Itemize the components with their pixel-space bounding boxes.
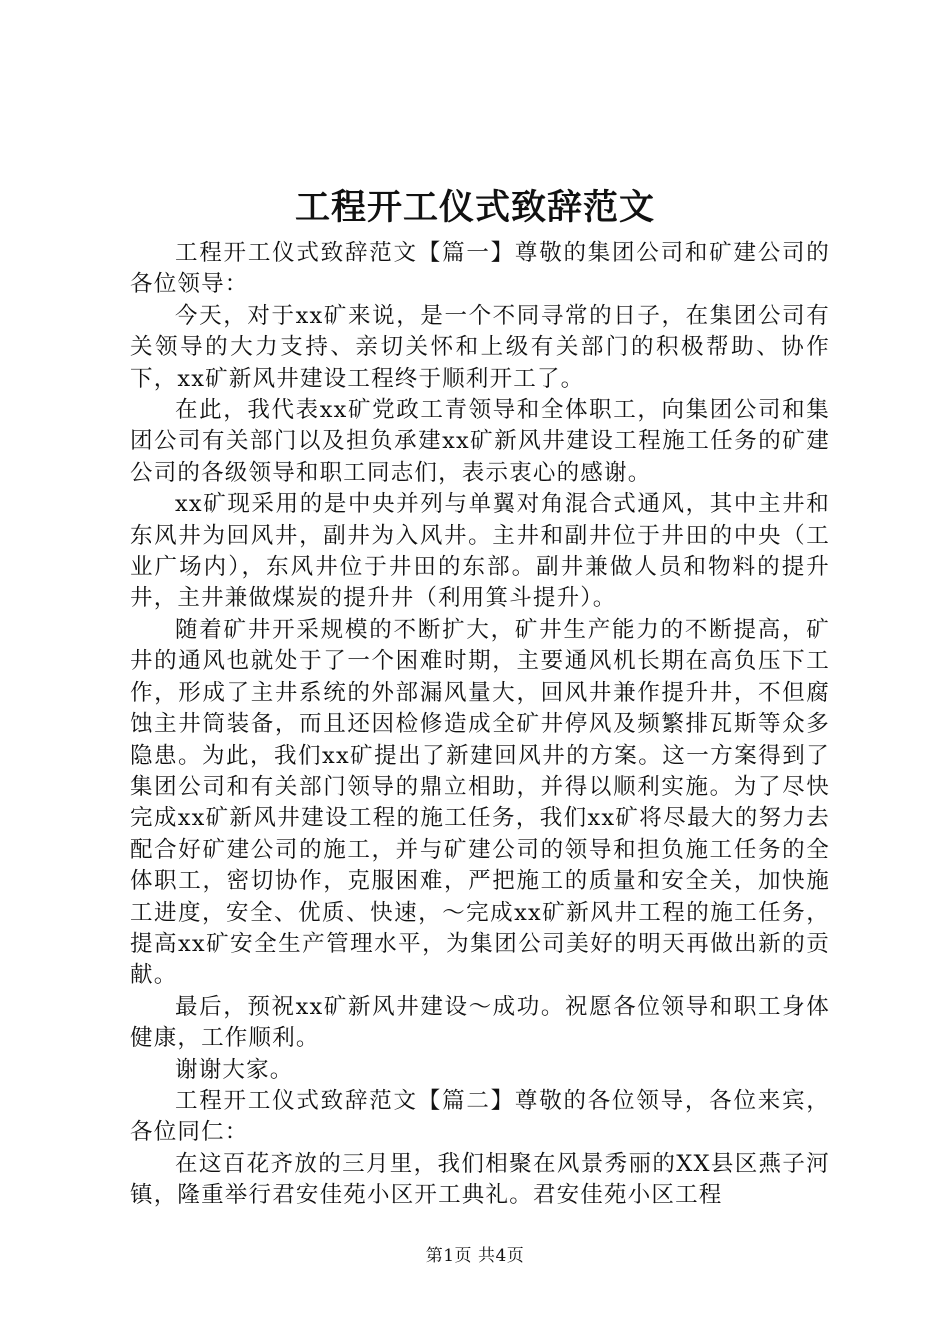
paragraph: 在这百花齐放的三月里，我们相聚在风景秀丽的XX县区燕子河镇，隆重举行君安佳苑小区开工典礼。君安佳苑小区工程 [130, 1150, 830, 1209]
paragraph: xx矿现采用的是中央并列与单翼对角混合式通风，其中主井和东风井为回风井，副井为入风井。主井和副井位于井田的中央（工业广场内），东风井位于井田的东部。副井兼做人员和物料的提升井，主井兼做煤炭的提升井（利用箕斗提升）。 [130, 491, 830, 612]
document-body [130, 238, 830, 1212]
paragraph: 随着矿井开采规模的不断扩大，矿井生产能力的不断提高，矿井的通风也就处于了一个困难时期，主要通风机长期在高负压下工作，形成了主井系统的外部漏风量大，回风井兼作提升井，不但腐蚀主井筒装备，而且还因检修造成全矿井停风及频繁排瓦斯等众多隐患。为此，我们xx矿提出了新建回风井的方案。这一方案得到了集团公司和有关部门领导的鼎立相助，并得以顺利实施。为了尽快完成xx矿新风井建设工程的施工任务，我们xx矿将尽最大的努力去配合好矿建公司的施工，并与矿建公司的领导和担负施工任务的全体职工，密切协作，克服困难，严把施工的质量和安全关，加快施工进度，安全、优质、快速，～完成xx矿新风井工程的施工任务，提高xx矿安全生产管理水平，为集团公司美好的明天再做出新的贡献。 [130, 616, 830, 989]
paragraph: 在此，我代表xx矿党政工青领导和全体职工，向集团公司和集团公司有关部门以及担负承建xx矿新风井建设工程施工任务的矿建公司的各级领导和职工同志们，表示衷心的感谢。 [130, 397, 830, 486]
paragraph: 工程开工仪式致辞范文【篇一】尊敬的集团公司和矿建公司的各位领导： [130, 240, 830, 298]
page-footer: 第1页 共4页 [425, 1246, 525, 1266]
paragraph: 今天，对于xx矿来说，是一个不同寻常的日子，在集团公司有关领导的大力支持、亲切关怀和上级有关部门的积极帮助、协作下，xx矿新风井建设工程终于顺利开工了。 [130, 302, 830, 392]
document-title: 工程开工仪式致辞范文 [294, 187, 655, 228]
paragraph: 最后，预祝xx矿新风井建设～成功。祝愿各位领导和职工身体健康，工作顺利。 [130, 993, 830, 1052]
paragraph: 谢谢大家。 [175, 1056, 294, 1083]
paragraph: 工程开工仪式致辞范文【篇二】尊敬的各位领导，各位来宾，各位同仁： [130, 1087, 830, 1146]
